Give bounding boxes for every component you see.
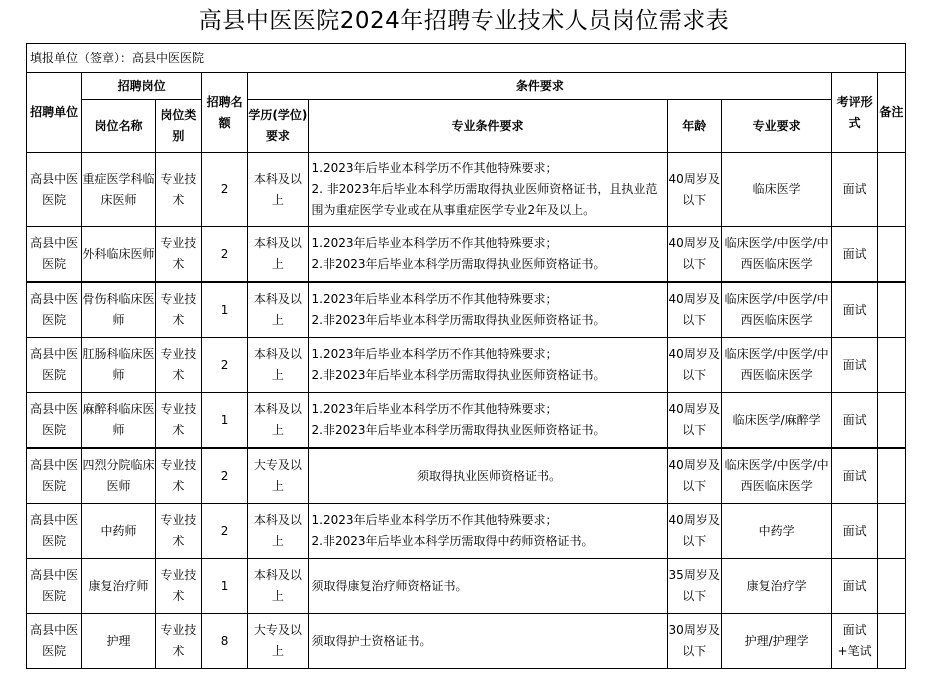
cell-unit: 高县中医医院 xyxy=(27,504,82,559)
cell-spec-requirements xyxy=(308,559,667,614)
requirement-line: 须取得康复治疗师资格证书。 xyxy=(311,578,468,593)
cell-post-type: 专业技术 xyxy=(155,559,201,614)
cell-remark xyxy=(877,282,905,338)
requirement-line: 1.2023年后毕业本科学历不作其他特殊要求； xyxy=(311,347,558,361)
cell-age: 40周岁及以下 xyxy=(667,282,721,338)
cell-exam: 面试 xyxy=(832,227,877,283)
cell-post-type: 专业技术 xyxy=(155,227,201,283)
header-post-type: 岗位类别 xyxy=(155,100,201,153)
requirement-line: 2.非2023年后毕业本科学历需取得执业医师资格证书。 xyxy=(311,423,606,437)
requirement-line: 1.2023年后毕业本科学历不作其他特殊要求； xyxy=(311,161,558,175)
requirement-line: 1.2023年后毕业本科学历不作其他特殊要求； xyxy=(311,402,558,416)
cell-edu: 本科及以上 xyxy=(248,282,308,338)
cell-post-type: 专业技术 xyxy=(155,393,201,449)
table-row xyxy=(27,393,906,449)
requirement-line: 2.非2023年后毕业本科学历需取得执业医师资格证书。 xyxy=(311,313,606,327)
header-spec: 专业条件要求 xyxy=(308,100,667,153)
cell-post-type: 专业技术 xyxy=(155,504,201,559)
cell-exam: 面试 xyxy=(832,559,877,614)
cell-post-name: 外科临床医师 xyxy=(82,227,155,283)
requirement-line: 2.非2023年后毕业本科学历需取得执业医师资格证书。 xyxy=(311,257,606,271)
cell-exam: 面试 xyxy=(832,504,877,559)
table-row xyxy=(27,153,906,227)
cell-edu: 本科及以上 xyxy=(248,338,308,393)
cell-post-name: 骨伤科临床医师 xyxy=(82,282,155,338)
cell-spec-requirements xyxy=(308,338,667,393)
cell-post-name: 中药师 xyxy=(82,504,155,559)
cell-spec-requirements xyxy=(308,227,667,283)
requirement-line: 2. 非2023年后毕业本科学历需取得执业医师资格证书，且执业范围为重症医学专业或在从事重症医学专业2年及以上。 xyxy=(311,182,658,217)
cell-major: 临床医学/麻醉学 xyxy=(721,393,832,449)
header-unit: 招聘单位 xyxy=(27,73,82,153)
cell-major: 中药学 xyxy=(721,504,832,559)
cell-exam: 面试 xyxy=(832,448,877,504)
cell-unit: 高县中医医院 xyxy=(27,448,82,504)
cell-post-type: 专业技术 xyxy=(155,448,201,504)
table-row xyxy=(27,338,906,393)
cell-count: 1 xyxy=(201,282,247,338)
cell-remark xyxy=(877,153,905,227)
header-exam: 考评形式 xyxy=(832,73,877,153)
header-age: 年龄 xyxy=(667,100,721,153)
header-cond-group: 条件要求 xyxy=(248,73,832,100)
cell-edu: 大专及以上 xyxy=(248,614,308,669)
requirement-line: 须取得执业医师资格证书。 xyxy=(417,468,562,483)
page-title: 高县中医医院2024年招聘专业技术人员岗位需求表 xyxy=(198,8,730,34)
cell-post-name: 四烈分院临床医师 xyxy=(82,448,155,504)
cell-post-name: 麻醉科临床医师 xyxy=(82,393,155,449)
cell-post-type: 专业技术 xyxy=(155,338,201,393)
cell-remark xyxy=(877,338,905,393)
cell-exam: 面试 xyxy=(832,338,877,393)
cell-spec-requirements xyxy=(308,448,667,504)
cell-major: 康复治疗学 xyxy=(721,559,832,614)
header-remark: 备注 xyxy=(877,73,905,153)
cell-remark xyxy=(877,393,905,449)
cell-edu: 本科及以上 xyxy=(248,504,308,559)
cell-remark xyxy=(877,614,905,669)
cell-age: 30周岁及以下 xyxy=(667,614,721,669)
cell-unit: 高县中医医院 xyxy=(27,153,82,227)
cell-major: 护理/护理学 xyxy=(721,614,832,669)
header-post-group: 招聘岗位 xyxy=(82,73,202,100)
cell-exam: 面试 xyxy=(832,282,877,338)
header-major: 专业要求 xyxy=(721,100,832,153)
cell-edu: 大专及以上 xyxy=(248,448,308,504)
header-edu: 学历(学位)要求 xyxy=(248,100,308,153)
cell-post-type: 专业技术 xyxy=(155,282,201,338)
cell-post-name: 肛肠科临床医师 xyxy=(82,338,155,393)
table-row xyxy=(27,504,906,559)
cell-age: 40周岁及以下 xyxy=(667,393,721,449)
cell-count: 2 xyxy=(201,504,247,559)
cell-post-type: 专业技术 xyxy=(155,153,201,227)
cell-edu: 本科及以上 xyxy=(248,227,308,283)
table-row xyxy=(27,227,906,283)
table-row xyxy=(27,614,906,669)
cell-count: 2 xyxy=(201,227,247,283)
cell-count: 2 xyxy=(201,338,247,393)
cell-major: 临床医学/中医学/中西医临床医学 xyxy=(721,227,832,283)
cell-count: 2 xyxy=(201,153,247,227)
cell-edu: 本科及以上 xyxy=(248,559,308,614)
cell-major: 临床医学/中医学/中西医临床医学 xyxy=(721,282,832,338)
cell-age: 40周岁及以下 xyxy=(667,153,721,227)
cell-unit: 高县中医医院 xyxy=(27,227,82,283)
cell-spec-requirements xyxy=(308,614,667,669)
cell-age: 40周岁及以下 xyxy=(667,448,721,504)
cell-count: 1 xyxy=(201,393,247,449)
cell-exam: 面试 xyxy=(832,393,877,449)
cell-major: 临床医学/中医学/中西医临床医学 xyxy=(721,338,832,393)
recruitment-table xyxy=(26,43,906,669)
cell-major: 临床医学 xyxy=(721,153,832,227)
cell-remark xyxy=(877,227,905,283)
cell-edu: 本科及以上 xyxy=(248,393,308,449)
requirement-line: 1.2023年后毕业本科学历不作其他特殊要求； xyxy=(311,236,558,250)
requirement-line: 1.2023年后毕业本科学历不作其他特殊要求； xyxy=(311,513,558,527)
cell-exam: 面试+笔试 xyxy=(832,614,877,669)
requirement-line: 1.2023年后毕业本科学历不作其他特殊要求； xyxy=(311,292,558,306)
cell-remark xyxy=(877,504,905,559)
cell-unit: 高县中医医院 xyxy=(27,338,82,393)
cell-spec-requirements xyxy=(308,282,667,338)
cell-remark xyxy=(877,448,905,504)
requirement-line: 须取得护士资格证书。 xyxy=(311,633,432,648)
cell-unit: 高县中医医院 xyxy=(27,282,82,338)
cell-exam: 面试 xyxy=(832,153,877,227)
cell-post-name: 护理 xyxy=(82,614,155,669)
cell-unit: 高县中医医院 xyxy=(27,614,82,669)
cell-count: 1 xyxy=(201,559,247,614)
cell-major: 临床医学/中医学/中西医临床医学 xyxy=(721,448,832,504)
requirement-line: 2.非2023年后毕业本科学历需取得中药师资格证书。 xyxy=(311,534,594,548)
cell-unit: 高县中医医院 xyxy=(27,393,82,449)
requirement-line: 2.非2023年后毕业本科学历需取得执业医师资格证书。 xyxy=(311,368,606,382)
cell-count: 8 xyxy=(201,614,247,669)
header-post-name: 岗位名称 xyxy=(82,100,155,153)
cell-count: 2 xyxy=(201,448,247,504)
cell-spec-requirements xyxy=(308,393,667,449)
cell-spec-requirements xyxy=(308,504,667,559)
table-row xyxy=(27,448,906,504)
cell-spec-requirements xyxy=(308,153,667,227)
table-row xyxy=(27,559,906,614)
cell-unit: 高县中医医院 xyxy=(27,559,82,614)
header-count: 招聘名额 xyxy=(201,73,247,153)
unit-line: 填报单位（签章）：高县中医医院 xyxy=(27,44,906,73)
cell-age: 35周岁及以下 xyxy=(667,559,721,614)
cell-post-name: 重症医学科临床医师 xyxy=(82,153,155,227)
cell-age: 40周岁及以下 xyxy=(667,504,721,559)
cell-post-name: 康复治疗师 xyxy=(82,559,155,614)
table-row xyxy=(27,282,906,338)
cell-remark xyxy=(877,559,905,614)
cell-edu: 本科及以上 xyxy=(248,153,308,227)
cell-post-type: 专业技术 xyxy=(155,614,201,669)
cell-age: 40周岁及以下 xyxy=(667,338,721,393)
cell-age: 40周岁及以下 xyxy=(667,227,721,283)
